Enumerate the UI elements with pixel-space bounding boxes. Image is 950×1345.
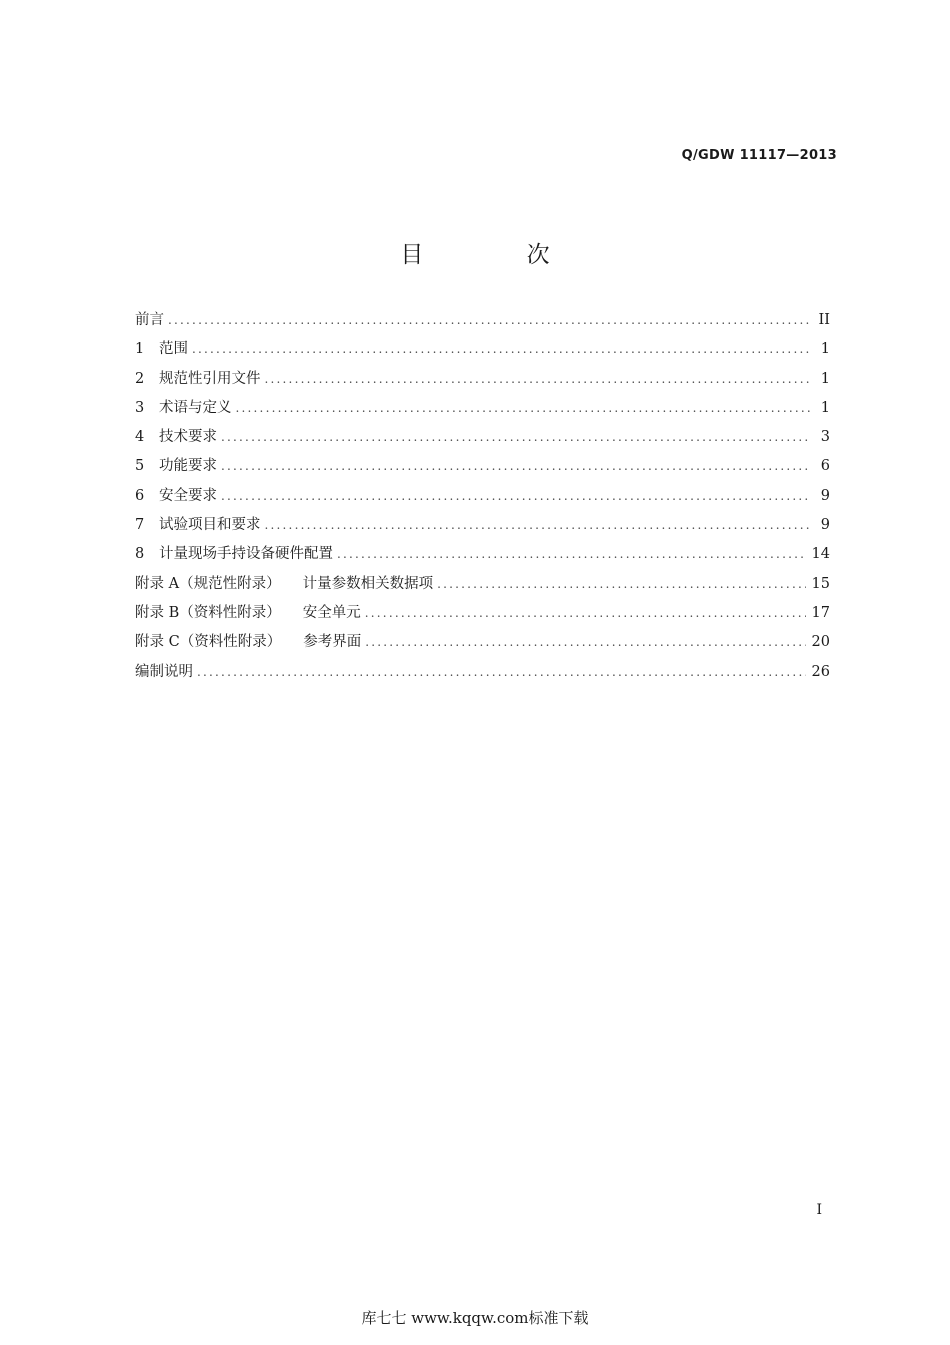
toc-entry-functional-requirements[interactable] xyxy=(135,454,830,483)
toc-leader-dots xyxy=(236,401,811,415)
toc-leader-dots xyxy=(437,577,805,591)
toc-leader-dots xyxy=(265,518,811,532)
toc-entry-label: 附录 B（资料性附录） xyxy=(135,604,281,621)
toc-entry-label: 技术要求 xyxy=(159,429,217,446)
toc-entry-appendix-a[interactable] xyxy=(135,572,830,601)
toc-entry-label: 计量现场手持设备硬件配置 xyxy=(159,546,333,563)
toc-entry-security-requirements[interactable] xyxy=(135,484,830,513)
toc-entry-page: 6 xyxy=(820,458,830,475)
toc-leader-dots xyxy=(168,313,810,327)
toc-entry-label: 试验项目和要求 xyxy=(159,517,261,534)
document-code: Q/GDW 11117—2013 xyxy=(681,148,837,163)
toc-entry-page: 15 xyxy=(811,575,830,592)
toc-entry-number: 6 xyxy=(135,487,145,504)
toc-entry-page: 26 xyxy=(811,663,830,680)
toc-leader-dots xyxy=(221,459,810,473)
toc-entry-subtitle: 计量参数相关数据项 xyxy=(302,575,434,592)
toc-entry-number: 1 xyxy=(135,341,145,358)
toc-entry-subtitle: 参考界面 xyxy=(303,634,362,651)
toc-entry-page: 1 xyxy=(820,370,830,387)
toc-entry-number: 4 xyxy=(135,429,145,446)
toc-entry-technical-requirements[interactable] xyxy=(135,425,830,454)
toc-entry-number: 2 xyxy=(135,370,145,387)
toc-entry-page: 9 xyxy=(820,517,830,534)
toc-entry-explanation[interactable] xyxy=(135,660,830,689)
toc-entry-page: II xyxy=(818,312,830,328)
toc-entry-appendix-c[interactable] xyxy=(135,630,830,659)
toc-leader-dots xyxy=(221,430,810,444)
toc-entry-number: 7 xyxy=(135,517,145,534)
toc-title: 目 次 xyxy=(400,242,598,268)
toc-entry-test-items[interactable] xyxy=(135,513,830,542)
toc-entry-page: 20 xyxy=(811,634,830,651)
toc-entry-label: 术语与定义 xyxy=(159,399,232,416)
toc-leader-dots xyxy=(265,372,811,386)
toc-entry-foreword[interactable] xyxy=(135,308,830,337)
toc-entry-subtitle: 安全单元 xyxy=(302,604,361,621)
toc-entry-page: 9 xyxy=(820,487,830,504)
toc-entry-number: 5 xyxy=(135,458,145,475)
page-number: I xyxy=(816,1202,822,1218)
toc-entry-label: 范围 xyxy=(159,341,188,358)
toc-leader-dots xyxy=(221,489,810,503)
toc-entry-page: 3 xyxy=(820,429,830,446)
toc-entry-label: 功能要求 xyxy=(159,458,217,475)
toc-leader-dots xyxy=(365,635,805,649)
toc-entry-scope[interactable] xyxy=(135,337,830,366)
toc-entry-page: 1 xyxy=(820,399,830,416)
toc-entry-label: 安全要求 xyxy=(159,487,217,504)
toc-entry-label: 规范性引用文件 xyxy=(159,370,261,387)
toc-leader-dots xyxy=(365,606,806,620)
toc-entry-page: 17 xyxy=(811,604,830,621)
toc-leader-dots xyxy=(197,665,806,679)
toc-entry-appendix-b[interactable] xyxy=(135,601,830,630)
toc-entry-number: 3 xyxy=(135,399,145,416)
toc-entry-terms-definitions[interactable] xyxy=(135,396,830,425)
toc-entry-label: 附录 A（规范性附录） xyxy=(135,575,281,592)
toc-entry-label: 编制说明 xyxy=(135,663,193,680)
toc-entry-number: 8 xyxy=(135,546,145,563)
toc-leader-dots xyxy=(337,547,806,561)
toc-entry-page: 14 xyxy=(811,546,830,563)
toc-entry-hardware-config[interactable] xyxy=(135,542,830,571)
toc-leader-dots xyxy=(192,342,810,356)
table-of-contents xyxy=(135,308,830,689)
toc-entry-label: 附录 C（资料性附录） xyxy=(135,634,282,651)
toc-entry-normative-references[interactable] xyxy=(135,367,830,396)
footer-watermark: 库七七 www.kqqw.com标准下载 xyxy=(361,1309,589,1327)
toc-entry-page: 1 xyxy=(820,341,830,358)
toc-entry-label: 前言 xyxy=(135,312,164,328)
